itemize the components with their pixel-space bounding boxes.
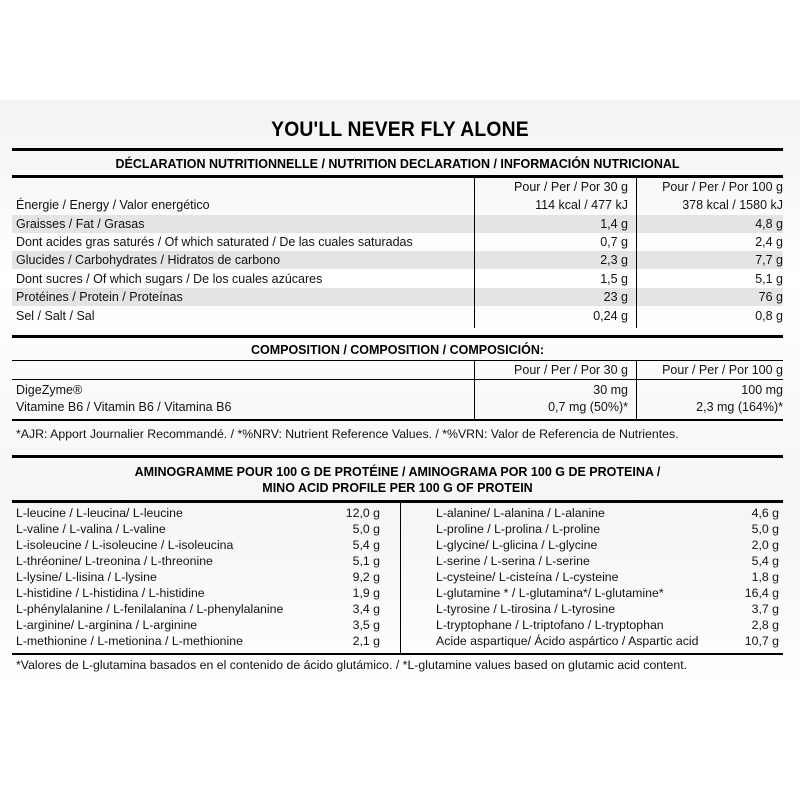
amino-row	[16, 521, 380, 537]
amino-row	[16, 569, 380, 585]
amino-acid-value: 3,5 g	[352, 618, 380, 632]
nutrition-col-30g: Pour / Per / Por 30 g	[514, 180, 628, 194]
amino-acid-value: 1,8 g	[751, 570, 779, 584]
composition-row-digezyme	[12, 381, 783, 399]
amino-row	[436, 617, 779, 633]
amino-acid-name: L-cysteine/ L-cisteína / L-cysteine	[436, 570, 619, 584]
amino-acid-value: 5,0 g	[352, 522, 380, 536]
amino-row	[436, 553, 779, 569]
value-per-30g: 1,4 g	[600, 217, 628, 231]
composition-header-rule	[12, 379, 783, 380]
value-per-30g: 1,5 g	[600, 272, 628, 286]
amino-acid-value: 12,0 g	[345, 506, 380, 520]
value-per-100g: 100 mg	[741, 383, 783, 397]
composition-col-100g: Pour / Per / Por 100 g	[662, 363, 783, 377]
amino-acid-value: 5,0 g	[751, 522, 779, 536]
nutrient-label: Graisses / Fat / Grasas	[16, 217, 145, 231]
amino-row	[16, 537, 380, 553]
amino-acid-name: L-arginine/ L-arginina / L-arginine	[16, 618, 198, 632]
amino-acid-value: 4,6 g	[751, 506, 779, 520]
amino-acid-value: 9,2 g	[352, 570, 380, 584]
value-per-30g: 0,7 g	[600, 235, 628, 249]
amino-row	[16, 633, 380, 649]
amino-acid-name: L-lysine/ L-lisina / L-lysine	[16, 570, 157, 584]
amino-acid-name: L-valine / L-valina / L-valine	[16, 522, 166, 536]
amino-acid-name: Acide aspartique/ Ácido aspártico / Aspartic acid	[436, 634, 699, 648]
amino-acid-name: L-proline / L-prolina / L-proline	[436, 522, 601, 536]
amino-row	[436, 537, 779, 553]
value-per-30g: 0,24 g	[593, 309, 628, 323]
nutrition-row-sugars	[12, 270, 783, 288]
amino-acid-value: 3,7 g	[751, 602, 779, 616]
value-per-100g: 5,1 g	[755, 272, 783, 286]
nutrition-top-rule	[12, 148, 783, 151]
amino-acid-name: L-glycine/ L-glicina / L-glycine	[436, 538, 598, 552]
composition-divider-left	[474, 361, 475, 419]
nutrition-row-fat	[12, 215, 783, 233]
amino-acid-name: L-methionine / L-metionina / L-methionine	[16, 634, 243, 648]
value-per-30g: 30 mg	[593, 383, 628, 397]
value-per-100g: 0,8 g	[755, 309, 783, 323]
amino-acid-name: L-tryptophane / L-triptofano / L-tryptophan	[436, 618, 664, 632]
nutrition-col-100g: Pour / Per / Por 100 g	[662, 180, 783, 194]
value-per-100g: 378 kcal / 1580 kJ	[682, 198, 783, 212]
amino-acid-value: 1,9 g	[352, 586, 380, 600]
amino-top-rule	[12, 455, 783, 458]
amino-row	[436, 633, 779, 649]
amino-footnote: *Valores de L-glutamina basados en el contenido de ácido glutámico. / *L-glutamine values based on glutamic acid content.	[16, 658, 688, 672]
amino-row	[16, 585, 380, 601]
value-per-100g: 2,3 mg (164%)*	[696, 400, 783, 414]
value-per-100g: 2,4 g	[755, 235, 783, 249]
composition-top-rule	[12, 335, 783, 338]
value-per-100g: 7,7 g	[755, 253, 783, 267]
composition-row-vitamin-b6	[12, 398, 783, 416]
nutrient-label: Dont sucres / Of which sugars / De los cuales azúcares	[16, 272, 323, 286]
amino-acid-value: 5,4 g	[352, 538, 380, 552]
amino-center-divider	[400, 503, 401, 653]
amino-acid-name: L-isoleucine / L-isoleucine / L-isoleucina	[16, 538, 234, 552]
nutrition-divider-left	[474, 178, 475, 328]
amino-acid-name: L-histidine / L-histidina / L-histidine	[16, 586, 205, 600]
nutrient-label: Protéines / Protein / Proteínas	[16, 290, 183, 304]
nutrition-row-carbohydrates	[12, 251, 783, 269]
nutrient-label: Dont acides gras saturés / Of which saturated / De las cuales saturadas	[16, 235, 413, 249]
composition-heading: COMPOSITION / COMPOSITION / COMPOSICIÓN:	[250, 343, 545, 357]
nutrition-row-protein	[12, 288, 783, 306]
amino-heading-rule	[12, 500, 783, 503]
amino-acid-name: L-thréonine/ L-treonina / L-threonine	[16, 554, 213, 568]
value-per-30g: 114 kcal / 477 kJ	[535, 198, 628, 212]
nutrition-row-energy	[12, 196, 783, 214]
nutrition-row-salt	[12, 307, 783, 325]
amino-row	[436, 505, 779, 521]
amino-acid-value: 3,4 g	[352, 602, 380, 616]
amino-row	[436, 521, 779, 537]
nutrition-divider-right	[636, 178, 637, 328]
amino-row	[16, 617, 380, 633]
amino-row	[16, 601, 380, 617]
ingredient-label: Vitamine B6 / Vitamin B6 / Vitamina B6	[16, 400, 232, 414]
amino-row	[16, 553, 380, 569]
nutrient-label: Sel / Salt / Sal	[16, 309, 95, 323]
amino-bottom-rule	[12, 653, 783, 655]
amino-acid-name: L-alanine/ L-alanina / L-alanine	[436, 506, 605, 520]
composition-col-30g: Pour / Per / Por 30 g	[514, 363, 628, 377]
value-per-100g: 4,8 g	[755, 217, 783, 231]
amino-acid-name: L-leucine / L-leucina/ L-leucine	[16, 506, 183, 520]
composition-bottom-rule	[12, 419, 783, 421]
amino-acid-value: 2,0 g	[751, 538, 779, 552]
nutrition-heading: DÉCLARATION NUTRITIONNELLE / NUTRITION DECLARATION / INFORMACIÓN NUTRICIONAL	[115, 157, 680, 171]
amino-acid-name: L-tyrosine / L-tirosina / L-tyrosine	[436, 602, 616, 616]
value-per-100g: 76 g	[758, 290, 783, 304]
composition-footnote: *AJR: Apport Journalier Recommandé. / *%NRV: Nutrient Reference Values. / *%VRN: Valor de Referencia de Nutrientes.	[16, 427, 679, 441]
amino-acid-value: 2,1 g	[352, 634, 380, 648]
nutrition-column-headers	[12, 178, 783, 196]
amino-row	[436, 585, 779, 601]
amino-row	[436, 601, 779, 617]
amino-acid-name: L-serine / L-serina / L-serine	[436, 554, 590, 568]
nutrient-label: Glucides / Carbohydrates / Hidratos de carbono	[16, 253, 281, 267]
composition-divider-right	[636, 361, 637, 419]
amino-acid-name: L-phénylalanine / L-fenilalanina / L-phenylalanine	[16, 602, 284, 616]
amino-heading-line1: AMINOGRAMME POUR 100 G DE PROTÉINE / AMINOGRAMA POR 100 G DE PROTEINA /	[134, 465, 661, 479]
amino-acid-value: 10,7 g	[744, 634, 779, 648]
amino-acid-value: 5,1 g	[352, 554, 380, 568]
amino-acid-name: L-glutamine * / L-glutamina*/ L-glutamine*	[436, 586, 664, 600]
value-per-30g: 2,3 g	[600, 253, 628, 267]
product-slogan-title: YOU'LL NEVER FLY ALONE	[271, 118, 529, 141]
amino-heading-line2: MINO ACID PROFILE PER 100 G OF PROTEIN	[262, 481, 533, 495]
value-per-30g: 23 g	[603, 290, 628, 304]
amino-row	[16, 505, 380, 521]
composition-column-headers	[12, 361, 783, 379]
amino-row	[436, 569, 779, 585]
nutrition-row-saturated	[12, 233, 783, 251]
ingredient-label: DigeZyme®	[16, 383, 83, 397]
value-per-30g: 0,7 mg (50%)*	[548, 400, 628, 414]
amino-acid-value: 2,8 g	[751, 618, 779, 632]
amino-acid-value: 16,4 g	[744, 586, 779, 600]
nutrient-label: Énergie / Energy / Valor energético	[16, 198, 210, 212]
amino-acid-value: 5,4 g	[751, 554, 779, 568]
